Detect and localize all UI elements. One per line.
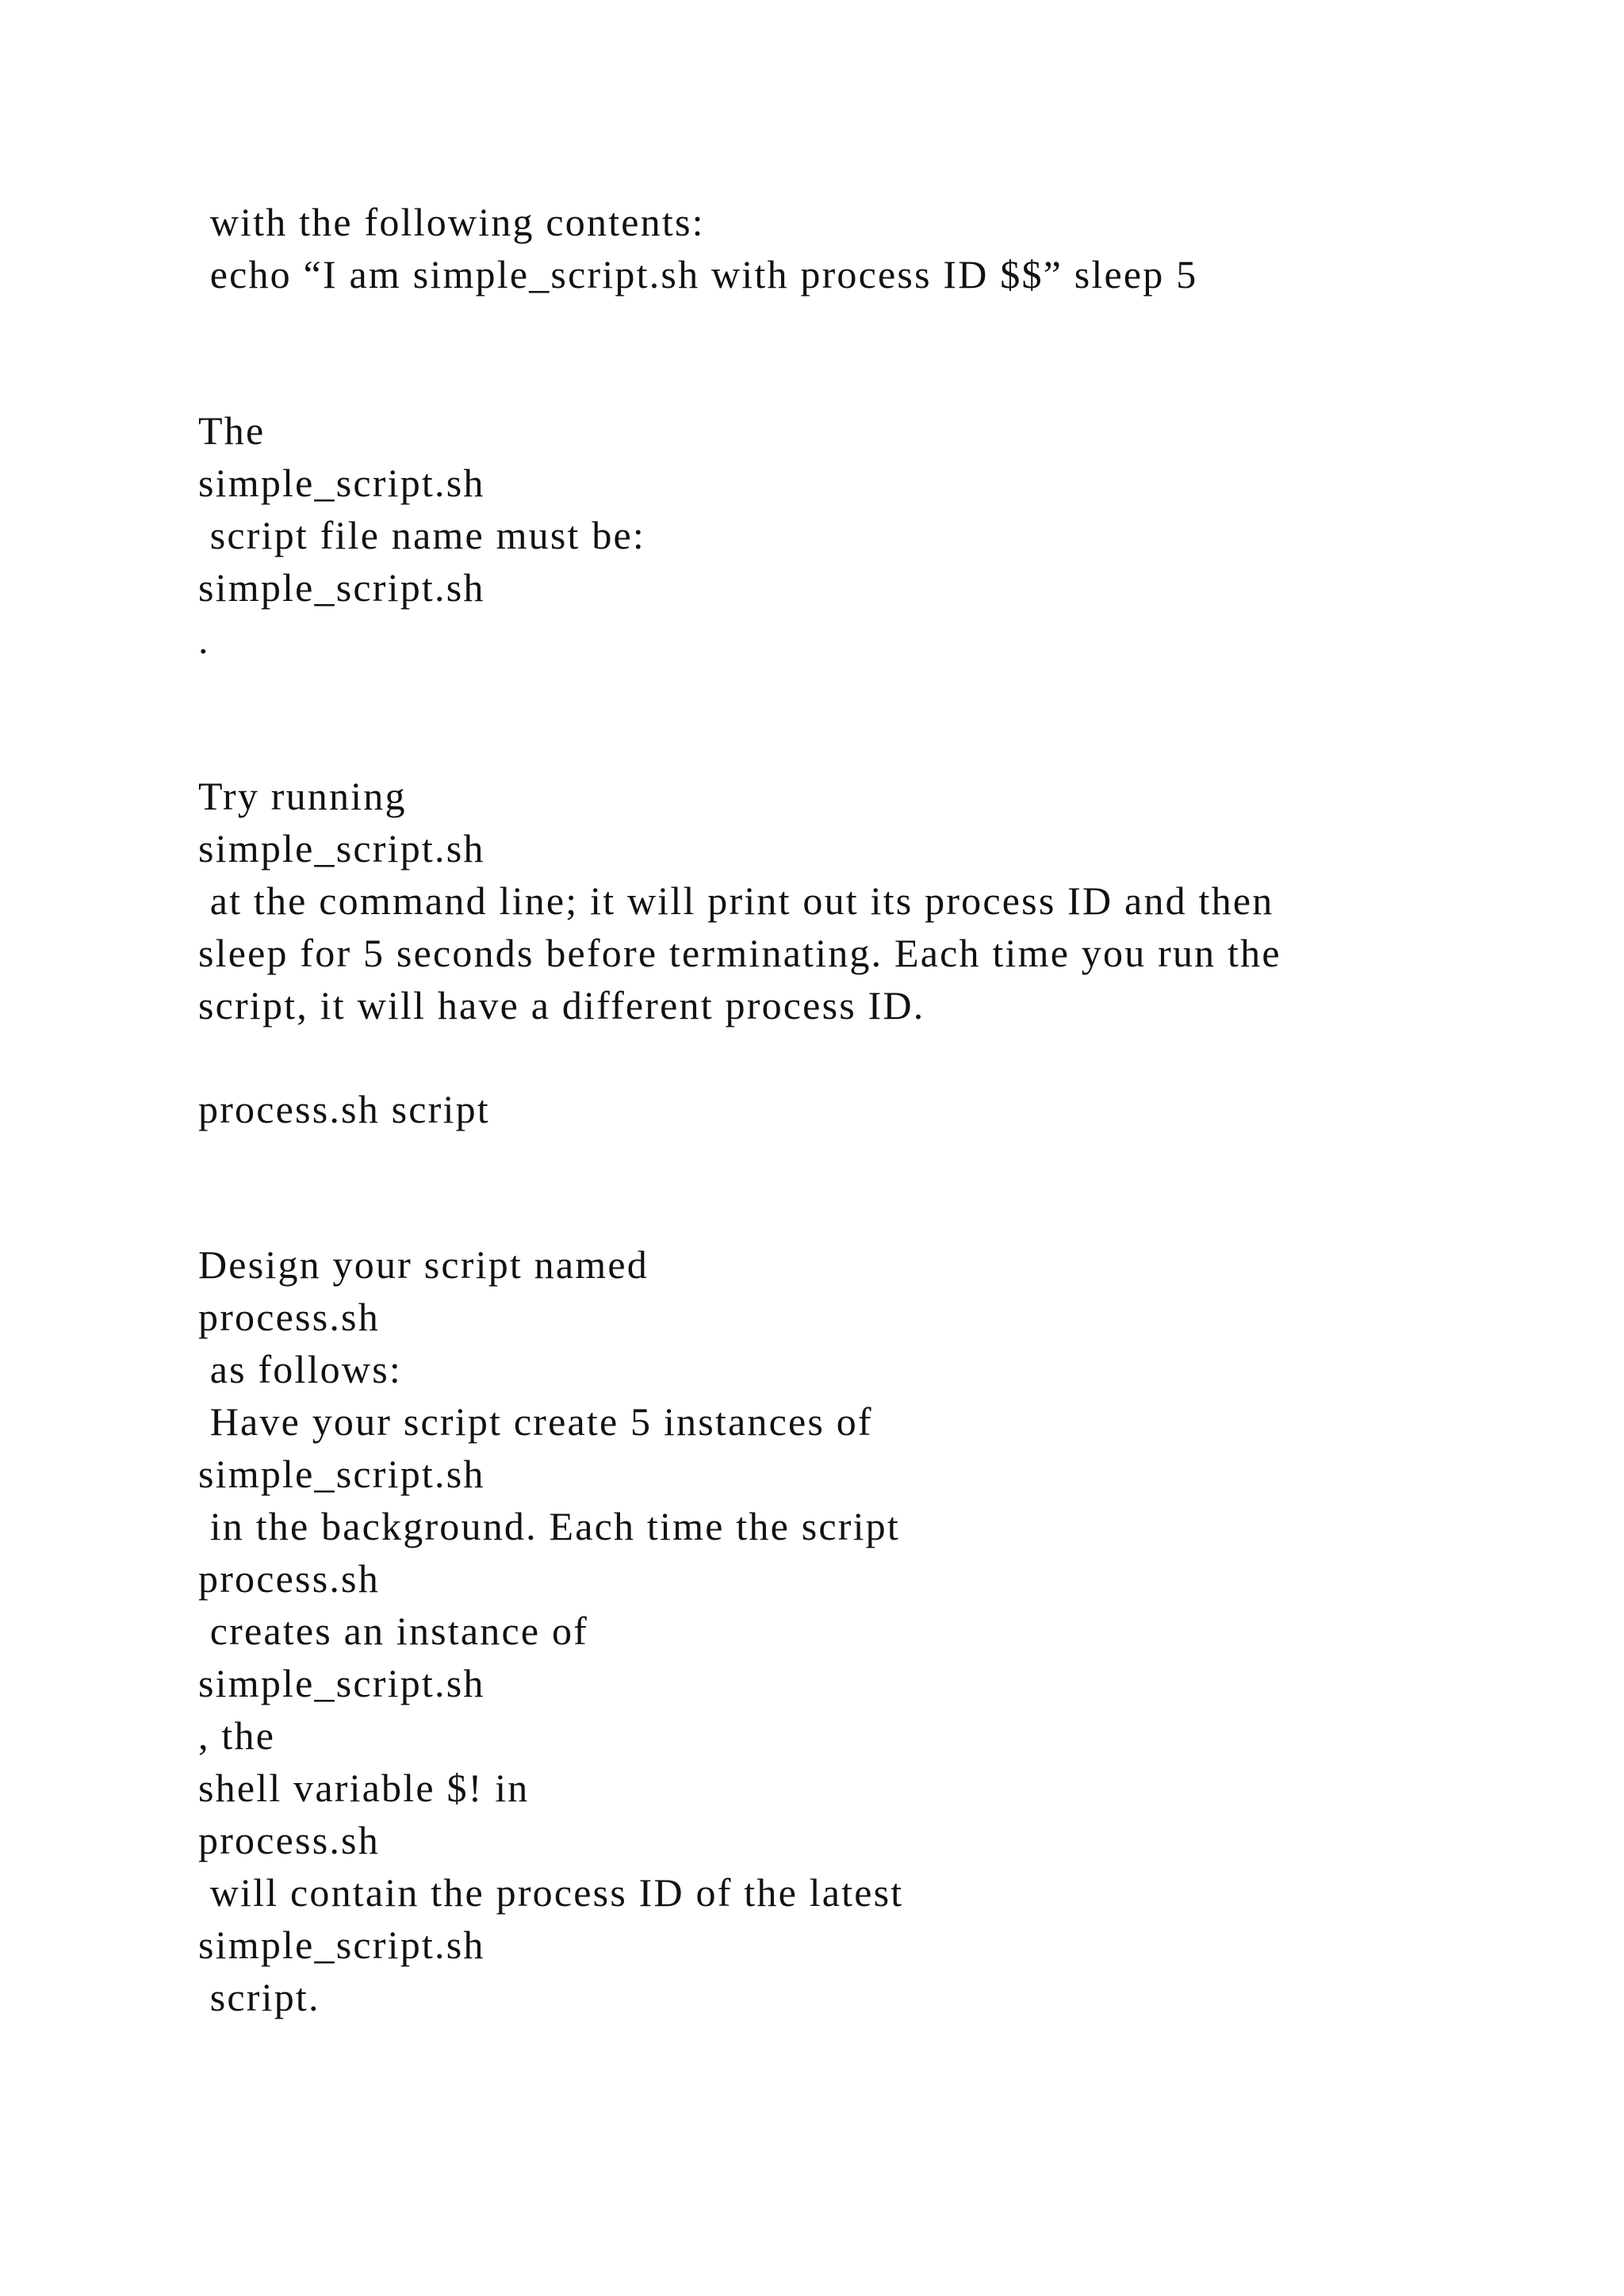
text-line: Try running: [198, 774, 407, 818]
text-line: with the following contents:: [198, 200, 705, 244]
text-line: sleep for 5 seconds before terminating. Each time you run the: [198, 931, 1281, 975]
text-line: as follows:: [198, 1347, 402, 1391]
text-line: simple_script.sh: [198, 565, 485, 610]
text-line: creates an instance of: [198, 1609, 589, 1653]
text-line: simple_script.sh: [198, 1452, 485, 1496]
text-line: at the command line; it will print out its process ID and then: [198, 878, 1274, 923]
text-line: will contain the process ID of the latest: [198, 1870, 904, 1915]
text-line: script.: [198, 1975, 320, 2019]
text-line: The: [198, 408, 266, 453]
text-line: Have your script create 5 instances of: [198, 1399, 873, 1444]
text-line: process.sh: [198, 1295, 380, 1339]
text-line: in the background. Each time the script: [198, 1504, 900, 1548]
text-line: shell variable $! in: [198, 1766, 530, 1810]
text-line: .: [198, 618, 210, 662]
text-line: simple_script.sh: [198, 1923, 485, 1967]
text-line: echo “I am simple_script.sh with process ID $$” sleep 5: [198, 252, 1198, 297]
text-line: process.sh: [198, 1556, 380, 1601]
section-heading: process.sh script: [198, 1087, 490, 1131]
text-line: simple_script.sh: [198, 1661, 485, 1705]
text-line: process.sh: [198, 1818, 380, 1862]
text-line: simple_script.sh: [198, 461, 485, 505]
text-line: , the: [198, 1713, 276, 1758]
text-line: script file name must be:: [198, 513, 646, 557]
text-line: Design your script named: [198, 1242, 649, 1287]
text-line: simple_script.sh: [198, 826, 485, 871]
text-line: script, it will have a different process ID.: [198, 983, 925, 1027]
